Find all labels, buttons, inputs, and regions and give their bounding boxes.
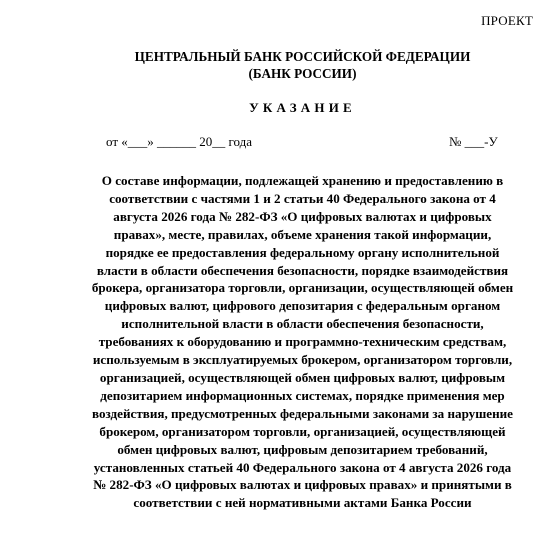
document-type-heading: УКАЗАНИЕ — [249, 100, 356, 115]
issuer-name: ЦЕНТРАЛЬНЫЙ БАНК РОССИЙСКОЙ ФЕДЕРАЦИИ — [134, 49, 471, 64]
document-number-placeholder: № ___-У — [449, 134, 498, 149]
title-line: брокером, организатором торговли, организацией, осуществляющей — [99, 423, 506, 439]
title-line: № 282-ФЗ «О цифровых валютах и цифровых правах» и принятыми в — [93, 477, 512, 493]
title-line: установленных статьей 40 Федерального закона от 4 августа 2026 года — [93, 459, 512, 475]
title-line: депозитарием информационных системах, порядке применения мер — [100, 387, 505, 403]
title-line: используемым в эксплуатируемых брокером, организатором торговли, — [92, 352, 513, 368]
title-line: правах», месте, правилах, объеме хранения такой информации, — [113, 226, 492, 242]
title-line: соответствии с частями 1 и 2 статьи 40 Федерального закона от 4 — [109, 190, 496, 206]
issuer-short-name: (БАНК РОССИИ) — [248, 66, 357, 81]
document-date-placeholder: от «___» ______ 20__ года — [106, 134, 253, 149]
title-line: воздействия, предусмотренных федеральными законами за нарушение — [91, 405, 513, 421]
title-line: требованиях к оборудованию и программно-техническим средствам, — [98, 334, 507, 350]
issuer-heading — [0, 48, 555, 82]
title-line: августа 2026 года № 282-ФЗ «О цифровых валютах и цифровых — [113, 208, 492, 224]
title-line: организацией, осуществляющей обмен цифровых валют, цифровым — [99, 369, 506, 385]
title-line: исполнительной власти в области обеспечения безопасности, — [121, 316, 484, 332]
title-line: соответствии с ней нормативными актами Банка России — [133, 495, 472, 511]
title-line: брокера, организатора торговли, организации, осуществляющей обмен — [91, 280, 514, 296]
title-line: порядке ее предоставления федеральному органу исполнительной — [105, 244, 500, 260]
title-line: власти в области обеспечения безопасности, порядке взаимодействия — [96, 262, 509, 278]
draft-status-label: ПРОЕКТ — [481, 13, 533, 28]
title-line: О составе информации, подлежащей хранению и предоставлению в — [101, 173, 504, 188]
title-line: цифровых валют, цифрового депозитария с федеральным органом — [104, 298, 501, 314]
title-line: обмен цифровых валют, цифровым депозитарием требований, — [117, 441, 488, 457]
document-title — [74, 172, 531, 512]
